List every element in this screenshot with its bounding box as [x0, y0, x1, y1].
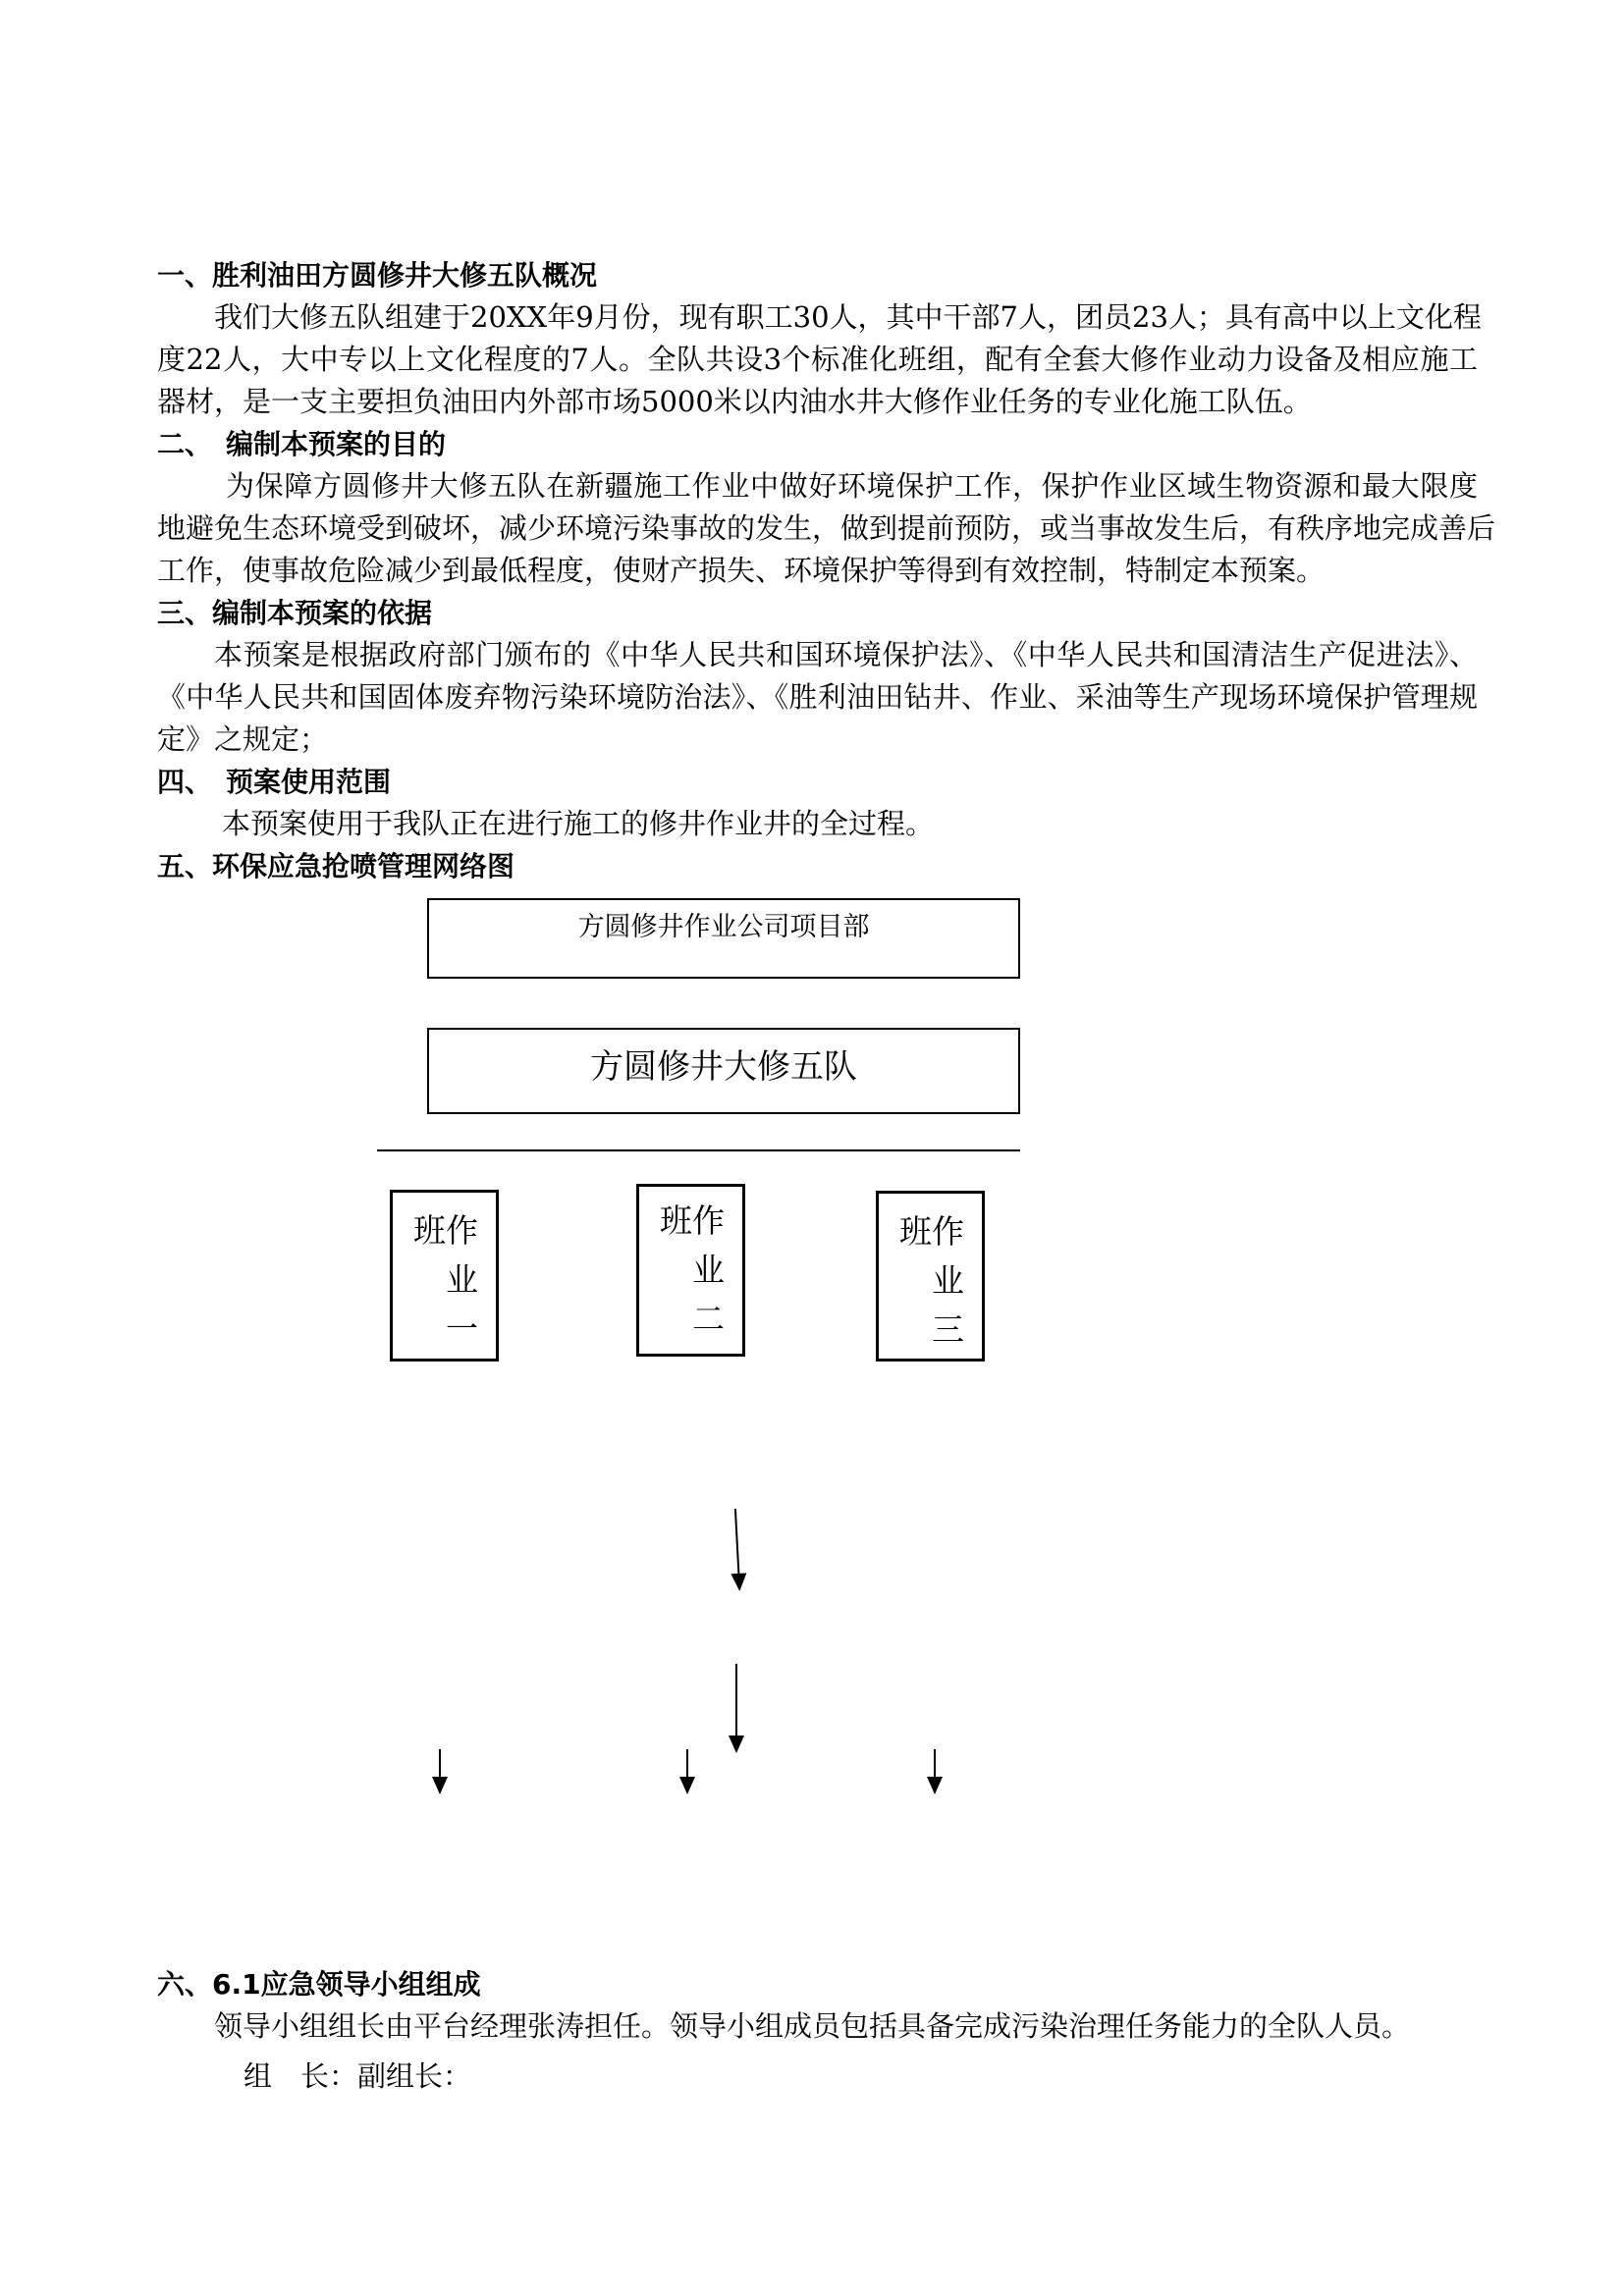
crew-label: 业	[446, 1260, 478, 1299]
project-dept-box: 方圆修井作业公司项目部	[427, 898, 1020, 979]
section-1-line: 我们大修五队组建于20XX年9月份，现有职工30人，其中干部7人，团员23人；具有高中以上文化程	[214, 300, 1482, 334]
crew-label: 三	[932, 1310, 964, 1349]
crew-label: 业	[692, 1251, 725, 1289]
section-3-line: 本预案是根据政府部门颁布的《中华人民共和国环境保护法》、《中华人民共和国清洁生产促进法》、	[214, 638, 1478, 671]
section-3-heading: 三、编制本预案的依据	[157, 597, 433, 629]
crew-label: 班作	[899, 1212, 964, 1251]
crew-box-3	[876, 1191, 985, 1362]
section-2-line: 为保障方圆修井大修五队在新疆施工作业中做好环境保护工作，保护作业区域生物资源和最大限度	[226, 469, 1478, 503]
section-5-heading: 五、环保应急抢喷管理网络图	[157, 850, 515, 882]
crew-label: 班作	[660, 1201, 725, 1240]
section-1-line: 器材，是一支主要担负油田内外部市场5000米以内油水井大修作业任务的专业化施工队伍。	[157, 385, 1312, 418]
section-3-line: 定》之规定；	[157, 722, 329, 756]
section-6	[157, 1963, 1478, 2098]
arrow-down-icon	[735, 1664, 737, 1749]
section-6-line: 领导小组组长由平台经理张涛担任。领导小组成员包括具备完成污染治理任务能力的全队人员。	[214, 2009, 1411, 2043]
arrow-down-icon	[439, 1749, 441, 1790]
team-box: 方圆修井大修五队	[427, 1028, 1020, 1114]
section-4-line: 本预案使用于我队正在进行施工的修井作业井的全过程。	[222, 807, 935, 840]
document-body	[157, 254, 1496, 887]
crew-box-2	[636, 1184, 745, 1357]
arrow-down-icon	[686, 1749, 688, 1790]
section-3-line: 《中华人民共和国固体废弃物污染环境防治法》、《胜利油田钻井、作业、采油等生产现场环境保护管理规	[157, 680, 1478, 714]
crew-box-1	[390, 1190, 499, 1362]
section-2-line: 地避免生态环境受到破坏，减少环境污染事故的发生，做到提前预防，或当事故发生后，有秩序地完成善后	[157, 511, 1496, 545]
section-2-heading: 二、 编制本预案的目的	[157, 428, 447, 460]
crew-label: 二	[692, 1300, 725, 1338]
crew-label: 业	[932, 1261, 964, 1300]
section-6-heading: 六、6.1应急领导小组组成	[157, 1968, 481, 2001]
section-4-heading: 四、 预案使用范围	[157, 766, 392, 798]
divider-line	[377, 1149, 1020, 1151]
arrow-down-icon	[934, 1749, 936, 1790]
section-1-heading: 一、胜利油田方圆修井大修五队概况	[157, 259, 598, 292]
section-1-line: 度22人，大中专以上文化程度的7人。全队共设3个标准化班组，配有全套大修作业动力设备及相应施工	[157, 343, 1478, 376]
crew-label: 一	[446, 1309, 478, 1348]
crew-label: 班作	[413, 1211, 478, 1250]
roles-line: 组 长：副组长：	[244, 2059, 472, 2093]
arrow-down-icon	[734, 1509, 740, 1587]
section-2-line: 工作，使事故危险减少到最低程度，使财产损失、环境保护等得到有效控制，特制定本预案。	[157, 554, 1326, 587]
